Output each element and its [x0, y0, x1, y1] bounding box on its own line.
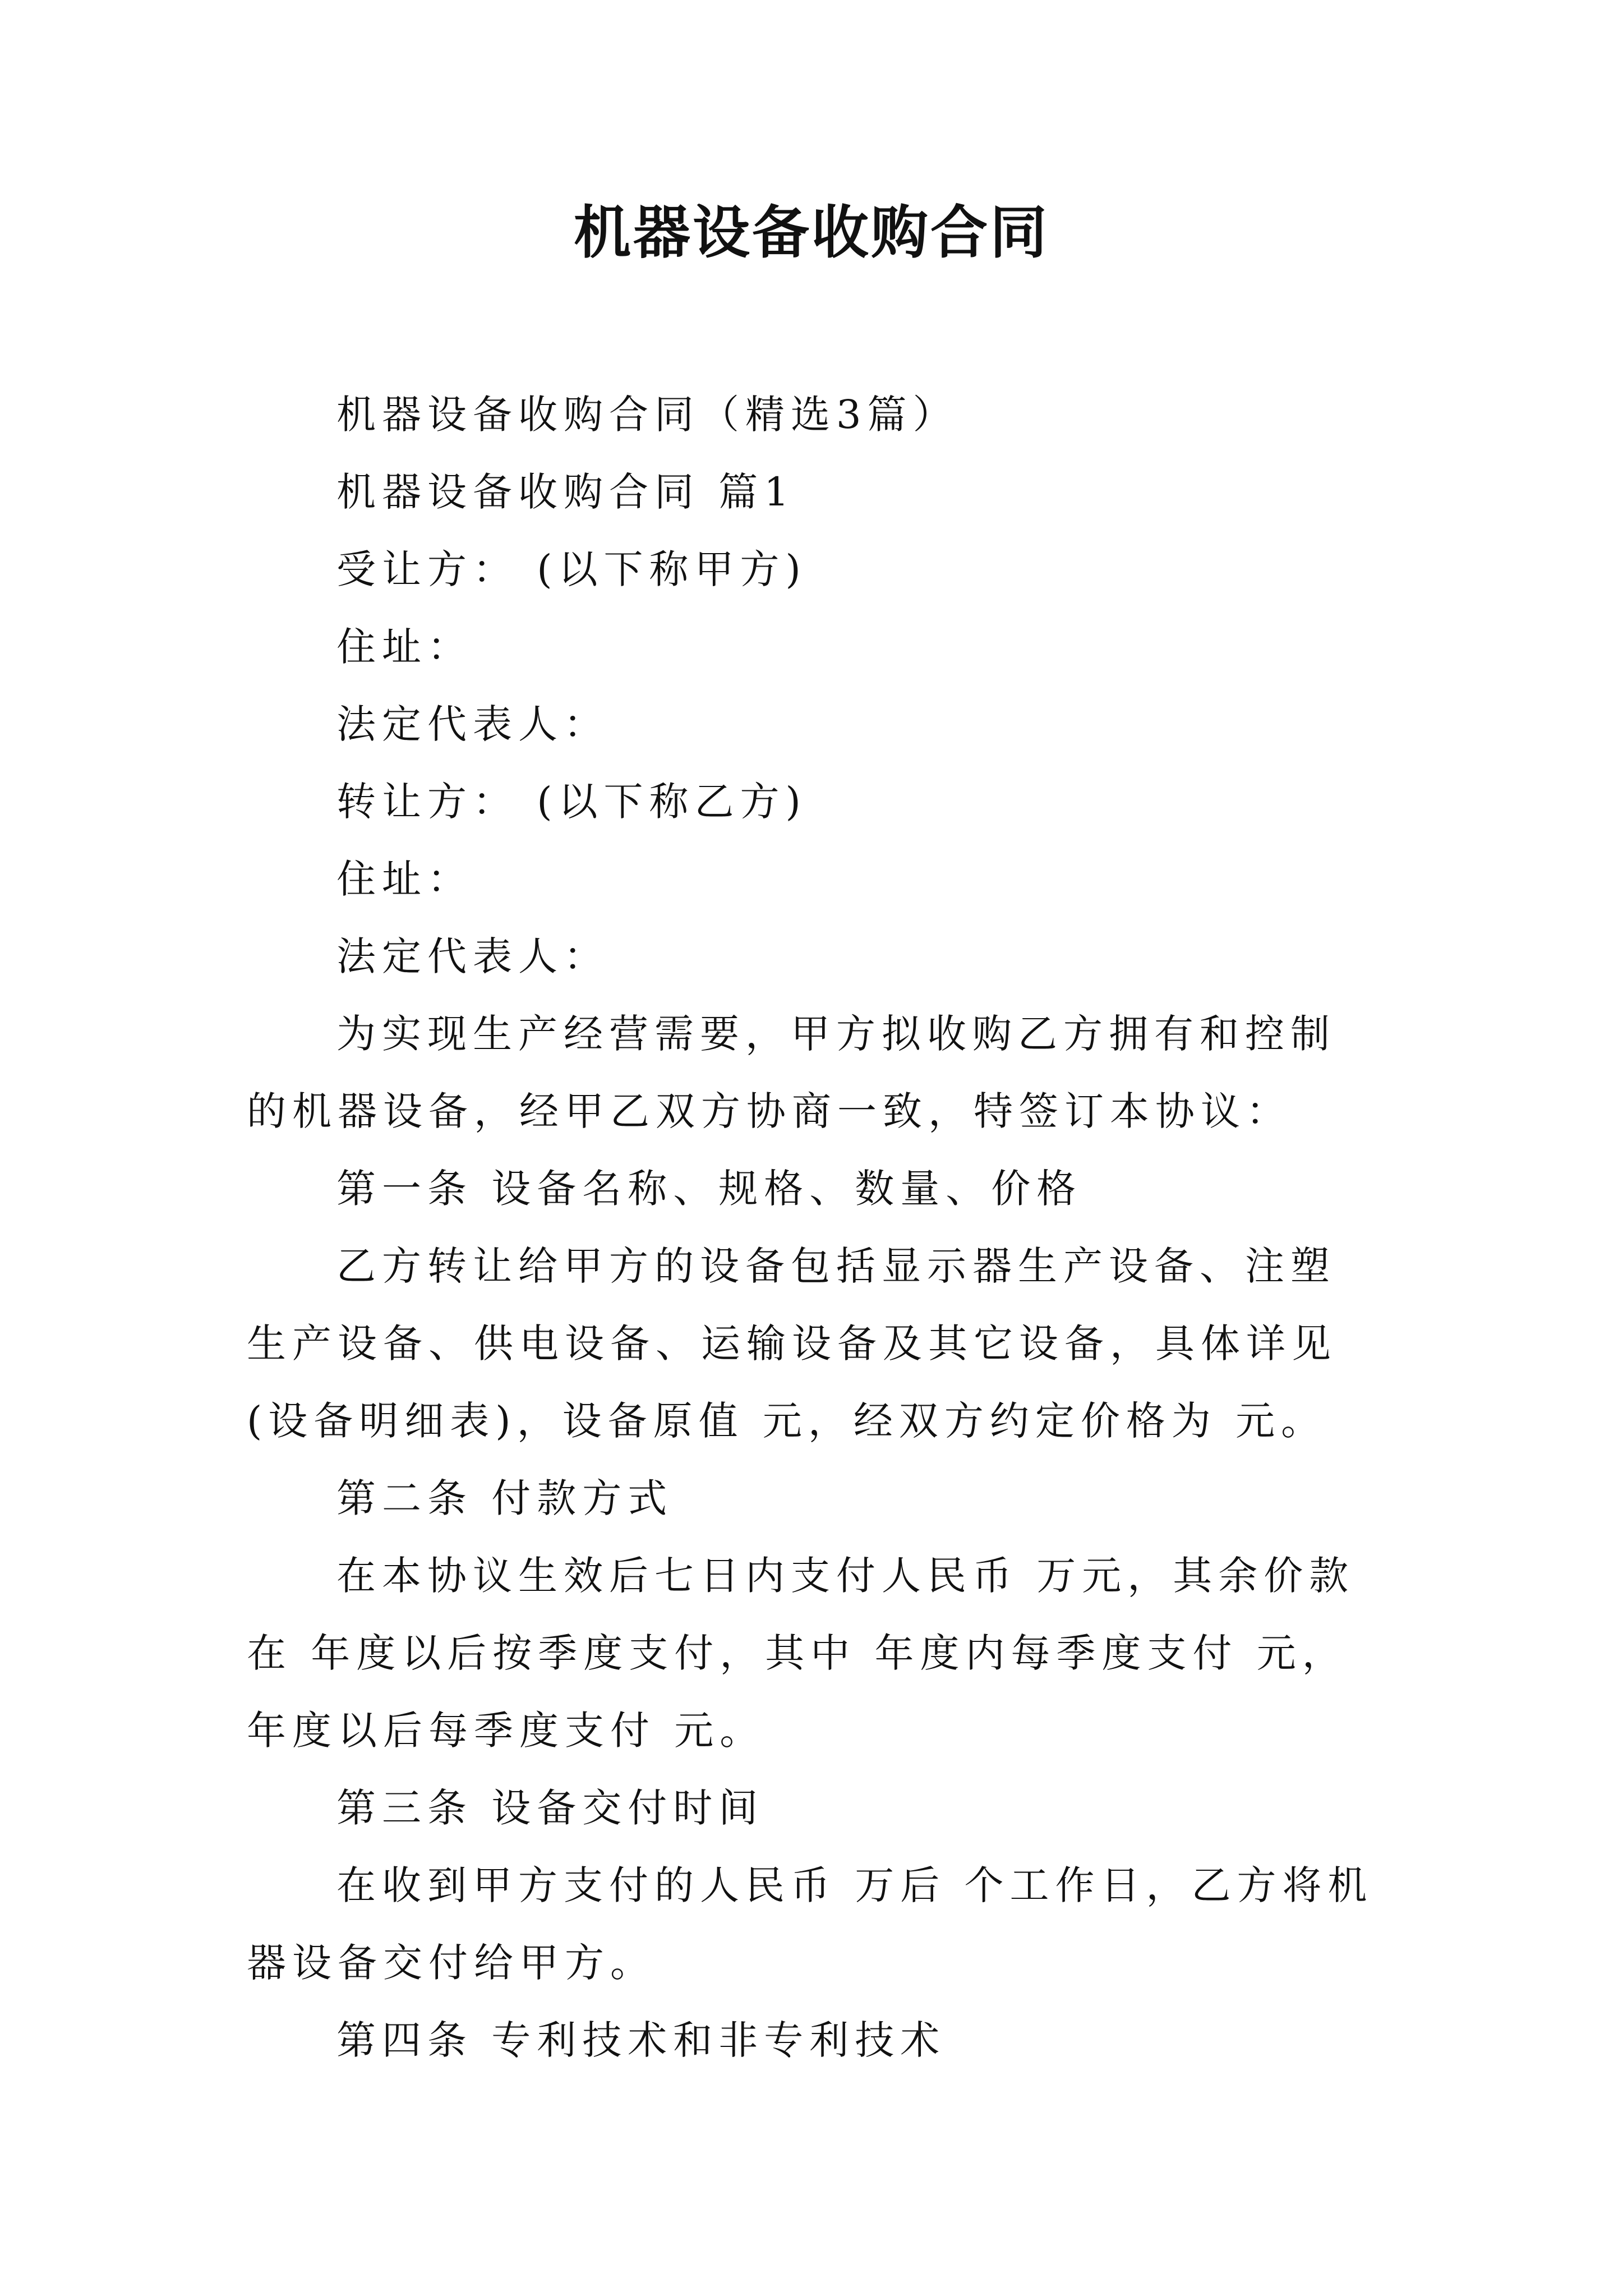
paragraph-article-2-heading: 第二条 付款方式 [336, 1475, 674, 1521]
paragraph-article-1-heading: 第一条 设备名称、规格、数量、价格 [336, 1166, 1082, 1212]
paragraph-party-a-address: 住址： [336, 624, 473, 670]
paragraph-article-1-body: 乙方转让给甲方的设备包括显示器生产设备、注塑生产设备、供电设备、运输设备及其它设备，具体详见(设备明细表)，设备原值 元，经双方约定价格为 元。 [247, 1243, 1337, 1444]
paragraph-subtitle: 机器设备收购合同（精选3篇） [336, 392, 958, 438]
paragraph-article-3-body: 在收到甲方支付的人民币 万后 个工作日，乙方将机器设备交付给甲方。 [247, 1862, 1373, 1986]
document-body [247, 376, 1380, 2079]
document-title: 机器设备收购合同 [574, 199, 1049, 266]
paragraph-article-3-heading: 第三条 设备交付时间 [336, 1785, 764, 1831]
paragraph-party-b-address: 住址： [336, 856, 473, 902]
paragraph-article-2-body: 在本协议生效后七日内支付人民币 万元，其余价款在 年度以后按季度支付，其中 年度内每季度支付 元， 年度以后每季度支付 元。 [247, 1553, 1355, 1754]
paragraph-article-4-heading: 第四条 专利技术和非专利技术 [336, 2017, 946, 2063]
paragraph-party-b-representative: 法定代表人： [336, 933, 609, 979]
paragraph-party-b: 转让方： (以下称乙方) [336, 779, 807, 825]
paragraph-part-heading: 机器设备收购合同 篇1 [336, 469, 795, 515]
paragraph-preamble: 为实现生产经营需要，甲方拟收购乙方拥有和控制的机器设备，经甲乙双方协商一致，特签订本协议： [247, 1011, 1336, 1134]
paragraph-party-a: 受让方： (以下称甲方) [336, 546, 807, 592]
paragraph-party-a-representative: 法定代表人： [336, 701, 609, 747]
